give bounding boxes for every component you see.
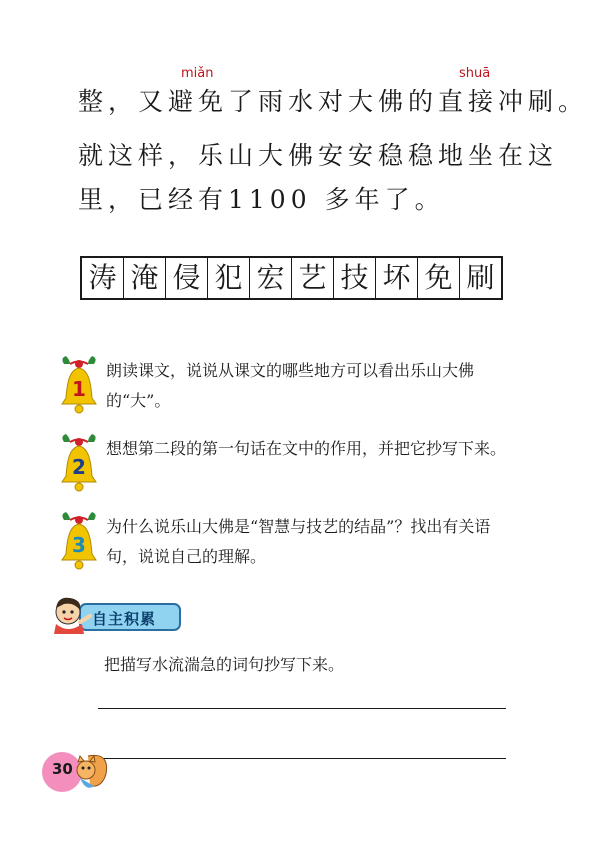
task-text: 想想第二段的第一句话在文中的作用，并把它抄写下来。 — [106, 439, 507, 458]
character-cell: 刷 — [466, 261, 495, 294]
paragraph-line-3: 里，已经有1100 多年了。 — [78, 185, 445, 214]
character-cell: 宏 — [250, 258, 292, 298]
pinyin-shua: shuā — [459, 66, 491, 81]
writing-line — [98, 708, 506, 709]
paragraph-line-1: 整，又避免了雨水对大佛的直接冲刷。 — [78, 87, 589, 116]
svg-text:1: 1 — [72, 377, 86, 401]
squirrel-mascot-icon — [77, 755, 107, 787]
character-cell: 淹 — [124, 258, 166, 298]
character-cell: 坏 — [376, 258, 418, 298]
character-cell: 技 — [334, 258, 376, 298]
page-number: 30 — [52, 760, 73, 778]
task-text: 朗读课文，说说从课文的哪些地方可以看出乐山大佛的“大”。 — [106, 361, 475, 410]
task-1 — [56, 356, 516, 416]
bell-icon — [56, 432, 102, 494]
character-cell: 免 — [418, 258, 460, 298]
svg-text:3: 3 — [72, 533, 86, 557]
task-2 — [56, 434, 516, 494]
bell-icon — [56, 510, 102, 572]
pinyin-mian: miǎn — [181, 66, 214, 81]
task-3 — [56, 512, 516, 572]
paragraph-line-2: 就这样，乐山大佛安安稳稳地坐在这 — [78, 141, 559, 170]
svg-text:2: 2 — [72, 455, 86, 479]
new-characters-grid — [80, 256, 503, 300]
character-cell: 艺 — [292, 258, 334, 298]
section-title: 自主积累 — [92, 610, 157, 628]
character-cell: 侵 — [166, 258, 208, 298]
bell-icon — [56, 354, 102, 416]
character-cell: 犯 — [208, 258, 250, 298]
task-text: 为什么说乐山大佛是“智慧与技艺的结晶”？找出有关语句，说说自己的理解。 — [106, 517, 491, 566]
section-instruction: 把描写水流湍急的词句抄写下来。 — [104, 655, 345, 674]
character-cell: 涛 — [82, 258, 124, 298]
writing-line — [98, 758, 506, 759]
